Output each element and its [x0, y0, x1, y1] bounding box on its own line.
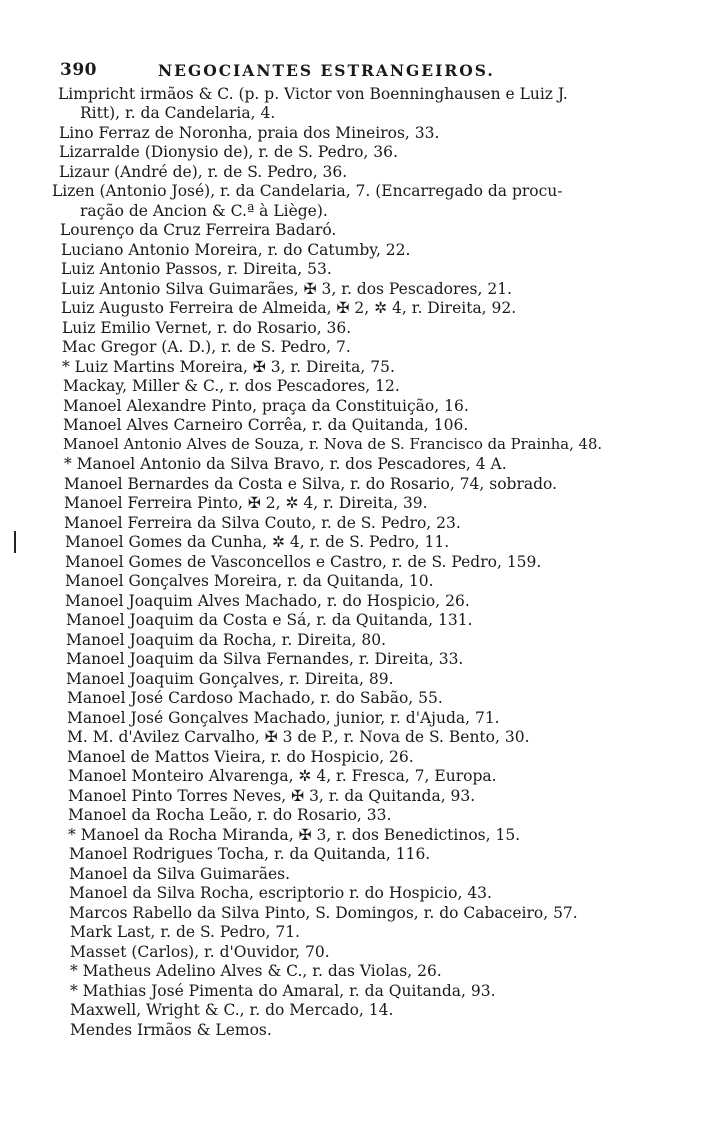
directory-entry: Mac Gregor (A. D.), r. de S. Pedro, 7. [62, 338, 351, 356]
directory-entry: Manoel Gonçalves Moreira, r. da Quitanda, 10. [65, 572, 434, 590]
directory-entry: Manoel José Gonçalves Machado, junior, r. d'Ajuda, 71. [67, 709, 500, 727]
directory-entry: ração de Ancion & C.ª à Liège). [80, 202, 328, 220]
directory-entry: Luiz Augusto Ferreira de Almeida, ✠ 2, ✲ 4, r. Direita, 92. [61, 299, 517, 317]
directory-entry: Mark Last, r. de S. Pedro, 71. [70, 923, 300, 941]
directory-entry: Manoel Joaquim da Rocha, r. Direita, 80. [66, 631, 387, 649]
directory-entry: Manoel da Rocha Leão, r. do Rosario, 33. [68, 806, 392, 824]
directory-entry: Manoel Joaquim Gonçalves, r. Direita, 89. [66, 670, 394, 688]
directory-entry: Manoel Alves Carneiro Corrêa, r. da Quitanda, 106. [63, 416, 469, 434]
margin-mark [14, 531, 16, 553]
directory-entry: M. M. d'Avilez Carvalho, ✠ 3 de P., r. Nova de S. Bento, 30. [67, 728, 530, 746]
directory-entry: Lourenço da Cruz Ferreira Badaró. [60, 221, 337, 239]
directory-entry: Manoel Gomes de Vasconcellos e Castro, r. de S. Pedro, 159. [65, 553, 542, 571]
directory-entry: Manoel Gomes da Cunha, ✲ 4, r. de S. Pedro, 11. [65, 533, 450, 551]
directory-entry: Luiz Emilio Vernet, r. do Rosario, 36. [62, 319, 352, 337]
directory-entry: Manoel de Mattos Vieira, r. do Hospicio, 26. [67, 748, 414, 766]
page-header [58, 60, 628, 82]
directory-entry: * Manoel da Rocha Miranda, ✠ 3, r. dos Benedictinos, 15. [68, 826, 521, 844]
directory-entry: Lizarralde (Dionysio de), r. de S. Pedro, 36. [59, 143, 398, 161]
page-number: 390 [60, 60, 97, 80]
directory-entry: Manoel Ferreira da Silva Couto, r. de S. Pedro, 23. [64, 514, 461, 532]
directory-entry: Manoel Joaquim Alves Machado, r. do Hospicio, 26. [65, 592, 470, 610]
directory-entry: Lino Ferraz de Noronha, praia dos Mineiros, 33. [59, 124, 440, 142]
directory-entry: Manoel Alexandre Pinto, praça da Constituição, 16. [63, 397, 469, 415]
directory-entry: Lizaur (André de), r. de S. Pedro, 36. [59, 163, 348, 181]
directory-entry: Ritt), r. da Candelaria, 4. [80, 104, 276, 122]
directory-entry: Manoel Bernardes da Costa e Silva, r. do Rosario, 74, sobrado. [64, 475, 558, 493]
running-head: NEGOCIANTES ESTRANGEIROS. [158, 61, 495, 80]
directory-entry: * Luiz Martins Moreira, ✠ 3, r. Direita, 75. [62, 358, 395, 376]
directory-entry: Limpricht irmãos & C. (p. p. Victor von Boenninghausen e Luiz J. [58, 85, 568, 103]
directory-entry: Marcos Rabello da Silva Pinto, S. Domingos, r. do Cabaceiro, 57. [69, 904, 578, 922]
directory-entry: * Manoel Antonio da Silva Bravo, r. dos Pescadores, 4 A. [64, 455, 507, 473]
directory-entry: * Mathias José Pimenta do Amaral, r. da Quitanda, 93. [70, 982, 496, 1000]
directory-entry: Masset (Carlos), r. d'Ouvidor, 70. [70, 943, 330, 961]
directory-entry: Luciano Antonio Moreira, r. do Catumby, 22. [61, 241, 411, 259]
directory-entry: * Matheus Adelino Alves & C., r. das Violas, 26. [70, 962, 442, 980]
directory-entry: Mendes Irmãos & Lemos. [70, 1021, 272, 1039]
directory-entry: Manoel Joaquim da Silva Fernandes, r. Direita, 33. [66, 650, 464, 668]
directory-entry: Lizen (Antonio José), r. da Candelaria, 7. (Encarregado da procu- [52, 182, 563, 200]
directory-entry: Manoel Antonio Alves de Souza, r. Nova de S. Francisco da Prainha, 48. [63, 436, 603, 453]
directory-entry: Maxwell, Wright & C., r. do Mercado, 14. [70, 1001, 394, 1019]
directory-entry: Manoel da Silva Rocha, escriptorio r. do Hospicio, 43. [69, 884, 492, 902]
directory-entry: Mackay, Miller & C., r. dos Pescadores, 12. [63, 377, 400, 395]
directory-entry: Manoel Ferreira Pinto, ✠ 2, ✲ 4, r. Direita, 39. [64, 494, 428, 512]
directory-entry: Luiz Antonio Passos, r. Direita, 53. [61, 260, 332, 278]
directory-entry: Manoel Joaquim da Costa e Sá, r. da Quitanda, 131. [66, 611, 473, 629]
directory-entry: Manoel Monteiro Alvarenga, ✲ 4, r. Fresca, 7, Europa. [68, 767, 497, 785]
directory-entry: Luiz Antonio Silva Guimarães, ✠ 3, r. dos Pescadores, 21. [61, 280, 513, 298]
directory-entry: Manoel Rodrigues Tocha, r. da Quitanda, 116. [69, 845, 431, 863]
directory-entry: Manoel Pinto Torres Neves, ✠ 3, r. da Quitanda, 93. [68, 787, 476, 805]
directory-entry: Manoel da Silva Guimarães. [69, 865, 290, 883]
directory-entry: Manoel José Cardoso Machado, r. do Sabão, 55. [67, 689, 443, 707]
